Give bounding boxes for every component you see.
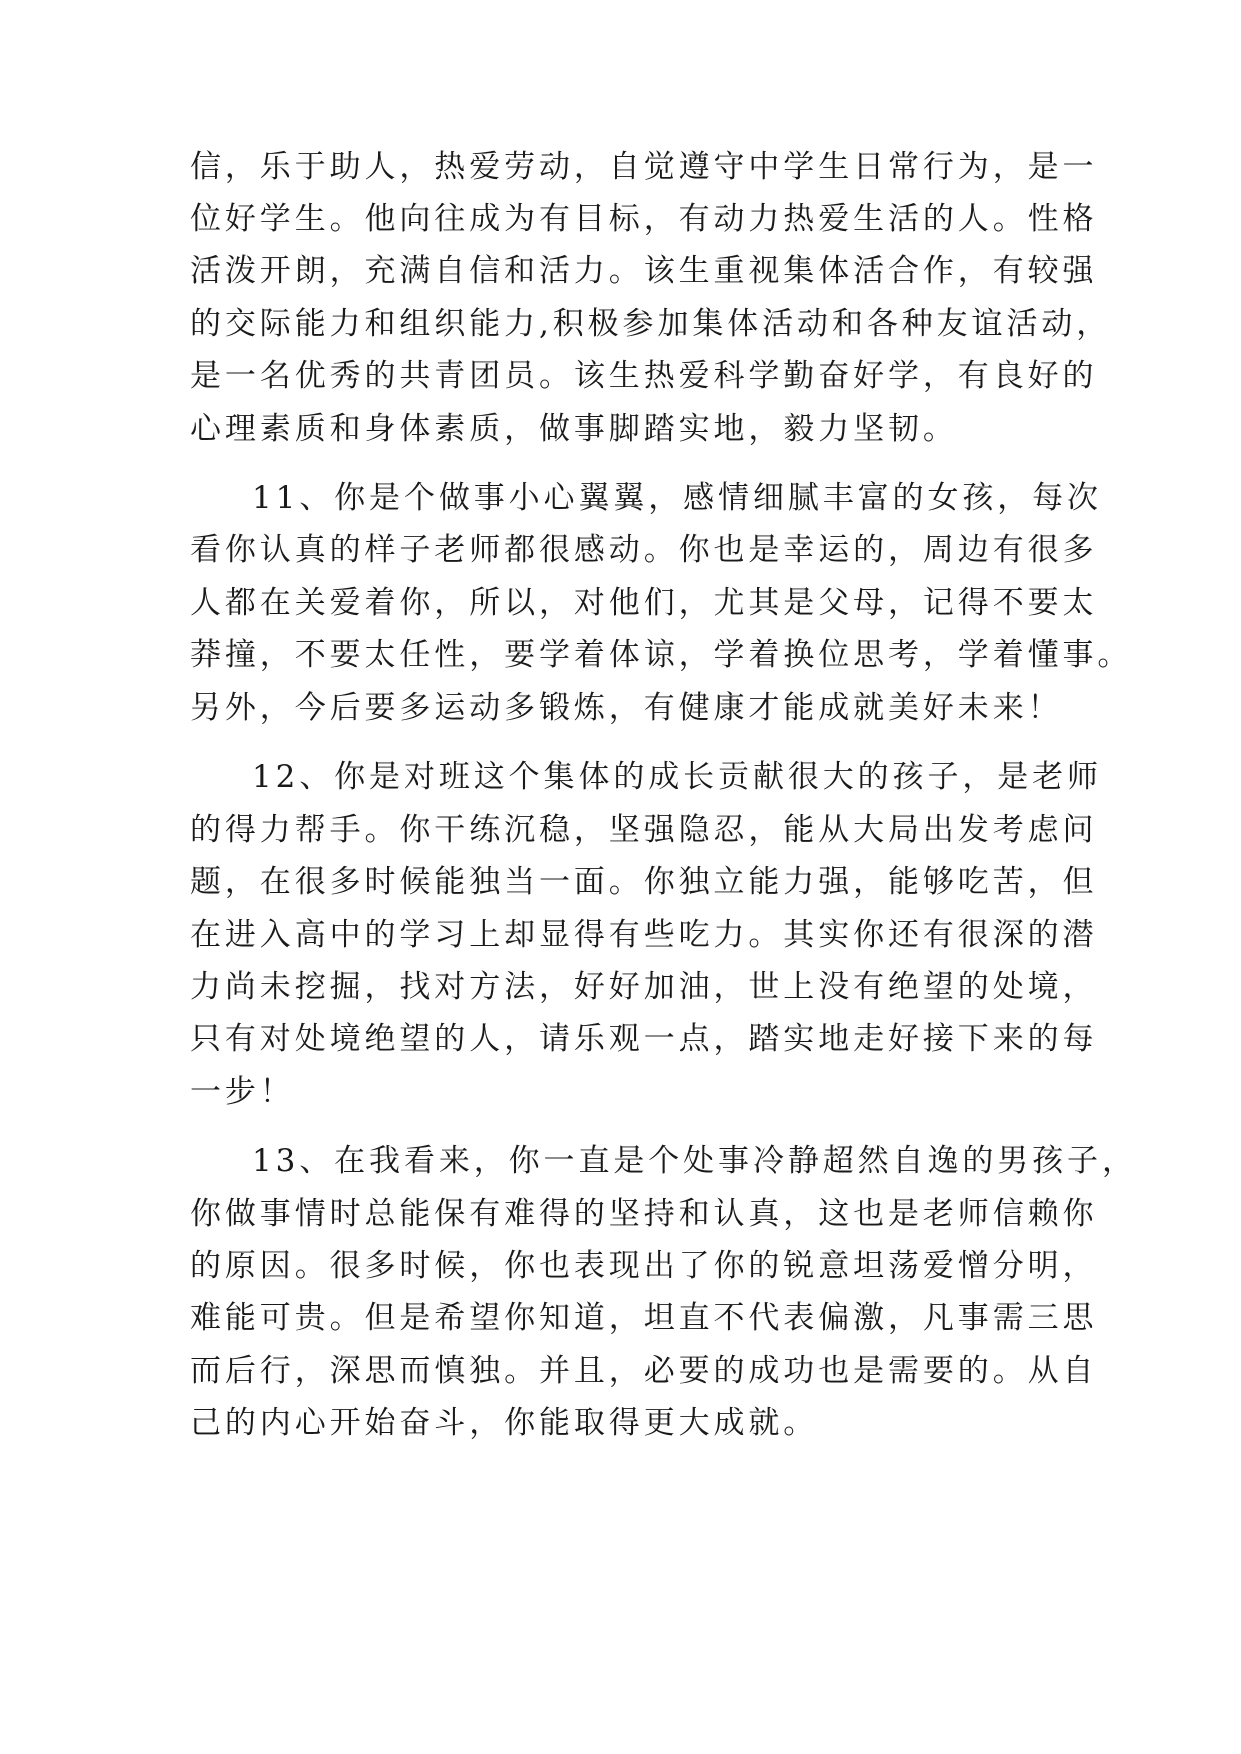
text-line: 只有对处境绝望的人，请乐观一点，踏实地走好接下来的每 bbox=[190, 1021, 1098, 1057]
text-line: 己的内心开始奋斗，你能取得更大成就。 bbox=[190, 1405, 819, 1441]
paragraph-11-first-line: 11、你是个做事小心翼翼，感情细腻丰富的女孩，每次 bbox=[252, 480, 1102, 516]
text-line: 的原因。很多时候，你也表现出了你的锐意坦荡爱憎分明， bbox=[190, 1248, 1098, 1284]
text-line: 的交际能力和组织能力,积极参加集体活动和各种友谊活动， bbox=[190, 306, 1112, 342]
text-line: 人都在关爱着你，所以，对他们，尤其是父母，记得不要太 bbox=[190, 585, 1098, 621]
text-line: 的得力帮手。你干练沉稳，坚强隐忍，能从大局出发考虑问 bbox=[190, 812, 1098, 848]
text-line: 是一名优秀的共青团员。该生热爱科学勤奋好学，有良好的 bbox=[190, 358, 1098, 394]
text-line: 活泼开朗，充满自信和活力。该生重视集体活合作，有较强 bbox=[190, 253, 1098, 289]
text-line: 题，在很多时候能独当一面。你独立能力强，能够吃苦，但 bbox=[190, 864, 1098, 900]
text-line: 心理素质和身体素质，做事脚踏实地，毅力坚韧。 bbox=[190, 411, 958, 447]
text-line: 难能可贵。但是希望你知道，坦直不代表偏激，凡事需三思 bbox=[190, 1300, 1098, 1336]
text-line: 而后行，深思而慎独。并且，必要的成功也是需要的。从自 bbox=[190, 1353, 1098, 1389]
text-line: 一步！ bbox=[190, 1074, 295, 1110]
text-line: 在进入高中的学习上却显得有些吃力。其实你还有很深的潜 bbox=[190, 917, 1098, 953]
text-line: 看你认真的样子老师都很感动。你也是幸运的，周边有很多 bbox=[190, 532, 1098, 568]
text-line: 位好学生。他向往成为有目标，有动力热爱生活的人。性格 bbox=[190, 201, 1098, 237]
text-line: 力尚未挖掘，找对方法，好好加油，世上没有绝望的处境， bbox=[190, 969, 1098, 1005]
text-line: 另外，今后要多运动多锻炼，有健康才能成就美好未来！ bbox=[190, 690, 1063, 726]
paragraph-12-first-line: 12、你是对班这个集体的成长贡献很大的孩子，是老师 bbox=[252, 759, 1102, 795]
paragraph-13-first-line: 13、在我看来，你一直是个处事冷静超然自逸的男孩子， bbox=[252, 1143, 1137, 1179]
text-line: 你做事情时总能保有难得的坚持和认真，这也是老师信赖你 bbox=[190, 1196, 1098, 1232]
text-line: 莽撞，不要太任性，要学着体谅，学着换位思考，学着懂事。 bbox=[190, 637, 1133, 673]
text-line: 信，乐于助人，热爱劳动，自觉遵守中学生日常行为，是一 bbox=[190, 149, 1098, 185]
